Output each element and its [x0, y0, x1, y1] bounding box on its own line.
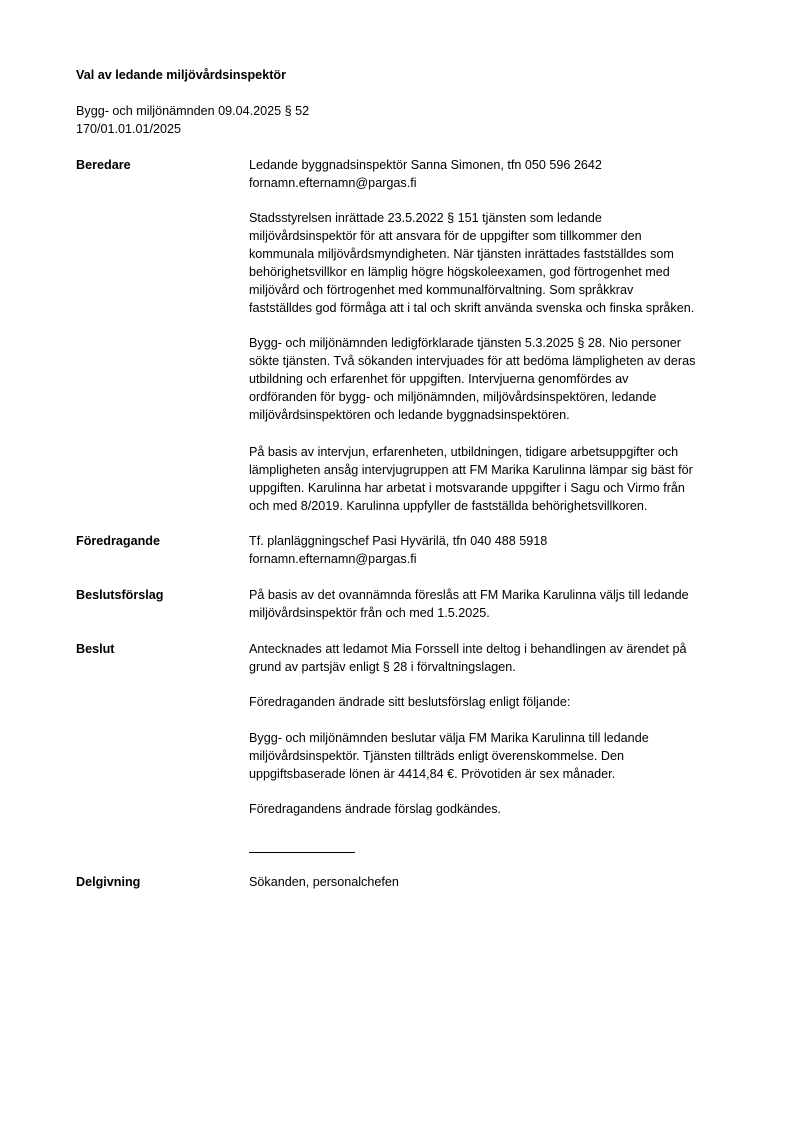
text-line: miljövårdsinspektör. Tjänsten tillträds enligt överenskommelse. Den [249, 748, 624, 763]
text-line: miljövårdsinspektören och ledande byggnadsinspektören. [249, 407, 570, 422]
text-line: miljövårdsinspektör för att ansvara för de uppgifter som tillkommer den [249, 228, 642, 243]
label-beredare: Beredare [76, 158, 131, 172]
label-beslut: Beslut [76, 642, 115, 656]
meeting-meta [76, 103, 309, 139]
foredragande-email: fornamn.efternamn@pargas.fi [249, 551, 417, 566]
label-delgivning: Delgivning [76, 875, 141, 889]
beslut-paragraph-3 [249, 730, 739, 784]
text-line: och med 8/2019. Karulinna uppfyller de fastställda behörighetsvillkoren. [249, 498, 648, 513]
beredare-email: fornamn.efternamn@pargas.fi [249, 175, 417, 190]
text-line: Föredraganden ändrade sitt beslutsförslag enligt följande: [249, 695, 571, 709]
beslut-paragraph-2 [249, 694, 739, 712]
text-line: utbildning och erfarenhet för uppgiften. Intervjuerna genomfördes av [249, 371, 629, 386]
beredare-paragraph-3 [249, 444, 739, 516]
text-line: kommunala miljövårdsmyndigheten. När tjänsten inrättades fastställdes som [249, 246, 674, 261]
beredare-paragraph-2 [249, 335, 739, 425]
text-line: ordföranden för bygg- och miljönämnden, miljövårdsinspektören, ledande [249, 389, 657, 404]
foredragande-contact-line: Tf. planläggningschef Pasi Hyvärilä, tfn 040 488 5918 [249, 534, 548, 548]
beslutsforslag-content [249, 587, 739, 623]
document-title: Val av ledande miljövårdsinspektör [76, 68, 286, 82]
beredare-paragraph-1 [249, 210, 739, 317]
text-line: På basis av det ovannämnda föreslås att FM Marika Karulinna väljs till ledande [249, 588, 689, 602]
beredare-content [249, 157, 739, 193]
beslut-paragraph-1 [249, 641, 739, 677]
text-line: Antecknades att ledamot Mia Forssell inte deltog i behandlingen av ärendet på [249, 642, 687, 656]
text-line: lämpligheten ansåg intervjugruppen att FM Marika Karulinna lämpar sig bäst för [249, 462, 693, 477]
signature-divider [249, 852, 355, 853]
text-line: Stadsstyrelsen inrättade 23.5.2022 § 151 tjänsten som ledande [249, 211, 602, 225]
text-line: Bygg- och miljönämnden beslutar välja FM Marika Karulinna till ledande [249, 731, 649, 745]
label-beslutsforslag: Beslutsförslag [76, 588, 164, 602]
beredare-contact-line: Ledande byggnadsinspektör Sanna Simonen, tfn 050 596 2642 [249, 158, 602, 172]
text-line: behörighetsvillkor en lämplig högre högskoleexamen, god förtrogenhet med [249, 264, 670, 279]
text-line: sökte tjänsten. Två sökanden intervjuades för att bedöma lämpligheten av deras [249, 353, 696, 368]
diary-number: 170/01.01.01/2025 [76, 121, 182, 136]
beslut-paragraph-4 [249, 801, 739, 819]
text-line: grund av partsjäv enligt § 28 i förvaltningslagen. [249, 659, 516, 674]
foredragande-content [249, 533, 739, 569]
text-line: fastställdes god förmåga att i tal och skrift använda svenska och finska språken. [249, 300, 695, 315]
text-line: Föredragandens ändrade förslag godkändes. [249, 802, 502, 816]
delgivning-content [249, 874, 739, 892]
meeting-reference: Bygg- och miljönämnden 09.04.2025 § 52 [76, 104, 310, 118]
text-line: miljövårdsinspektör från och med 1.5.2025. [249, 605, 490, 620]
text-line: uppgiftsbaserade lönen är 4414,84 €. Prövotiden är sex månader. [249, 766, 616, 781]
label-foredragande: Föredragande [76, 534, 160, 548]
text-line: miljövård och förtrogenhet med kommunalförvaltning. Som språkkrav [249, 282, 634, 297]
text-line: Bygg- och miljönämnden ledigförklarade tjänsten 5.3.2025 § 28. Nio personer [249, 336, 681, 350]
beredare-contact [249, 157, 739, 193]
text-line: På basis av intervjun, erfarenheten, utbildningen, tidigare arbetsuppgifter och [249, 445, 679, 459]
delgivning-recipients: Sökanden, personalchefen [249, 875, 399, 889]
text-line: uppgiften. Karulinna har arbetat i motsvarande uppgifter i Sagu och Virmo från [249, 480, 685, 495]
